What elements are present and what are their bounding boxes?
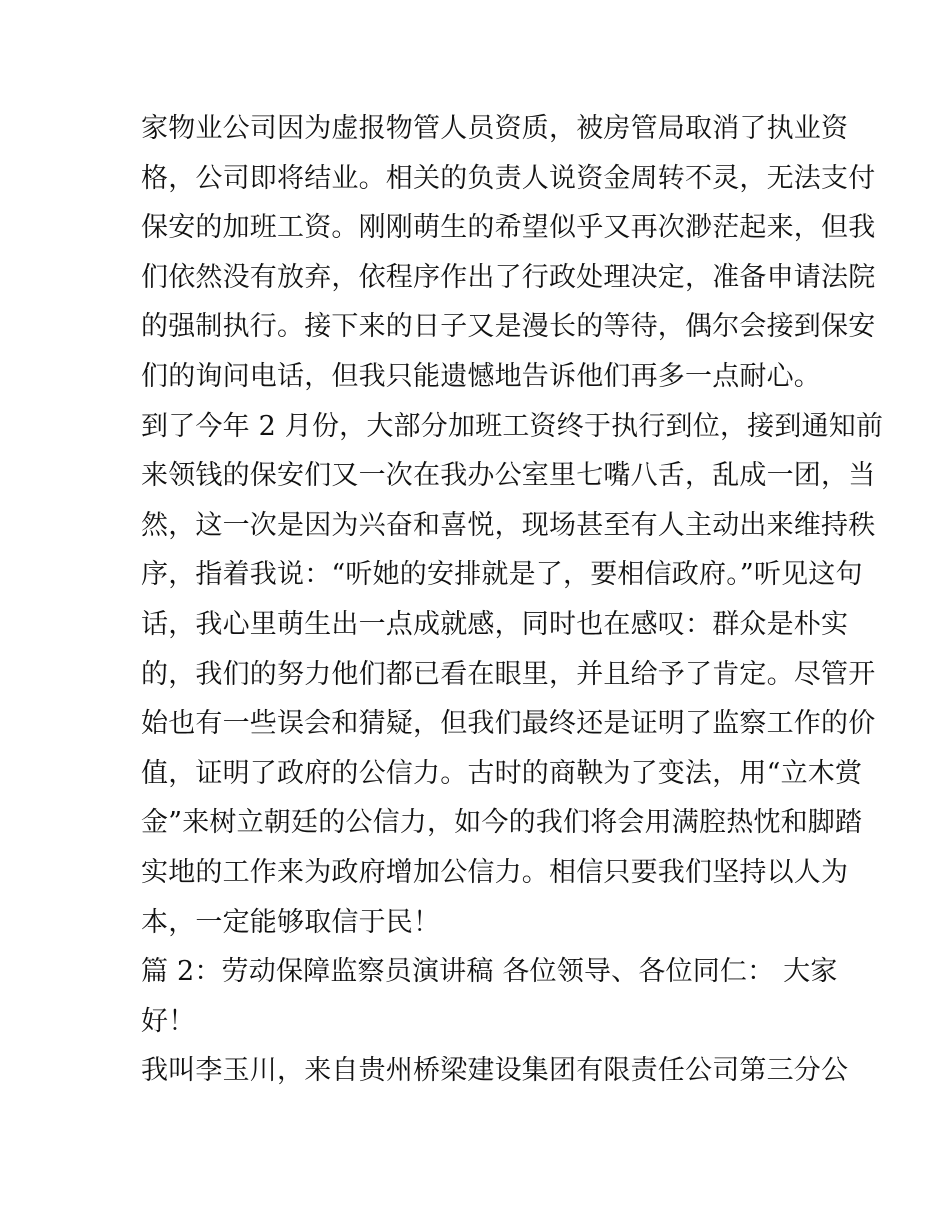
text-line: 的，我们的努力他们都已看在眼里，并且给予了肯定。尽管开 — [141, 658, 876, 690]
text-line: 始也有一些误会和猜疑，但我们最终还是证明了监察工作的价 — [141, 708, 876, 740]
text-line: 们依然没有放弃，依程序作出了行政处理决定，准备申请法院 — [141, 261, 876, 293]
text-line: 的强制执行。接下来的日子又是漫长的等待，偶尔会接到保安 — [141, 311, 876, 343]
text-line: 来领钱的保安们又一次在我办公室里七嘴八舌，乱成一团，当 — [141, 460, 876, 492]
text-line: 们的询问电话，但我只能遗憾地告诉他们再多一点耐心。 — [141, 360, 821, 392]
text-line: 本，一定能够取信于民！ — [141, 906, 441, 938]
text-line: 序，指着我说：“听她的安排就是了，要相信政府。”听见这句 — [141, 559, 863, 591]
text-line: 家物业公司因为虚报物管人员资质，被房管局取消了执业资 — [141, 113, 849, 144]
text-line: 话，我心里萌生出一点成就感，同时也在感叹：群众是朴实 — [141, 608, 849, 640]
text-line: 然，这一次是因为兴奋和喜悦，现场甚至有人主动出来维持秩 — [141, 509, 876, 541]
text-line: 金”来树立朝廷的公信力，如今的我们将会用满腔热忱和脚踏 — [141, 807, 863, 839]
text-line: 实地的工作来为政府增加公信力。相信只要我们坚持以人为 — [141, 856, 849, 888]
text-line: 格，公司即将结业。相关的负责人说资金周转不灵，无法支付 — [141, 162, 876, 194]
document-body — [141, 104, 884, 1096]
section-heading-line: 篇 2：劳动保障监察员演讲稿 各位领导、各位同仁： 大家 — [141, 956, 838, 988]
text-line: 到了今年 2 月份，大部分加班工资终于执行到位，接到通知前 — [141, 410, 884, 442]
text-line: 我叫李玉川，来自贵州桥梁建设集团有限责任公司第三分公 — [141, 1055, 849, 1087]
text-line: 好！ — [141, 1005, 196, 1037]
text-line: 值，证明了政府的公信力。古时的商鞅为了变法，用“立木赏 — [141, 757, 863, 789]
text-line: 保安的加班工资。刚刚萌生的希望似乎又再次渺茫起来，但我 — [141, 212, 876, 244]
